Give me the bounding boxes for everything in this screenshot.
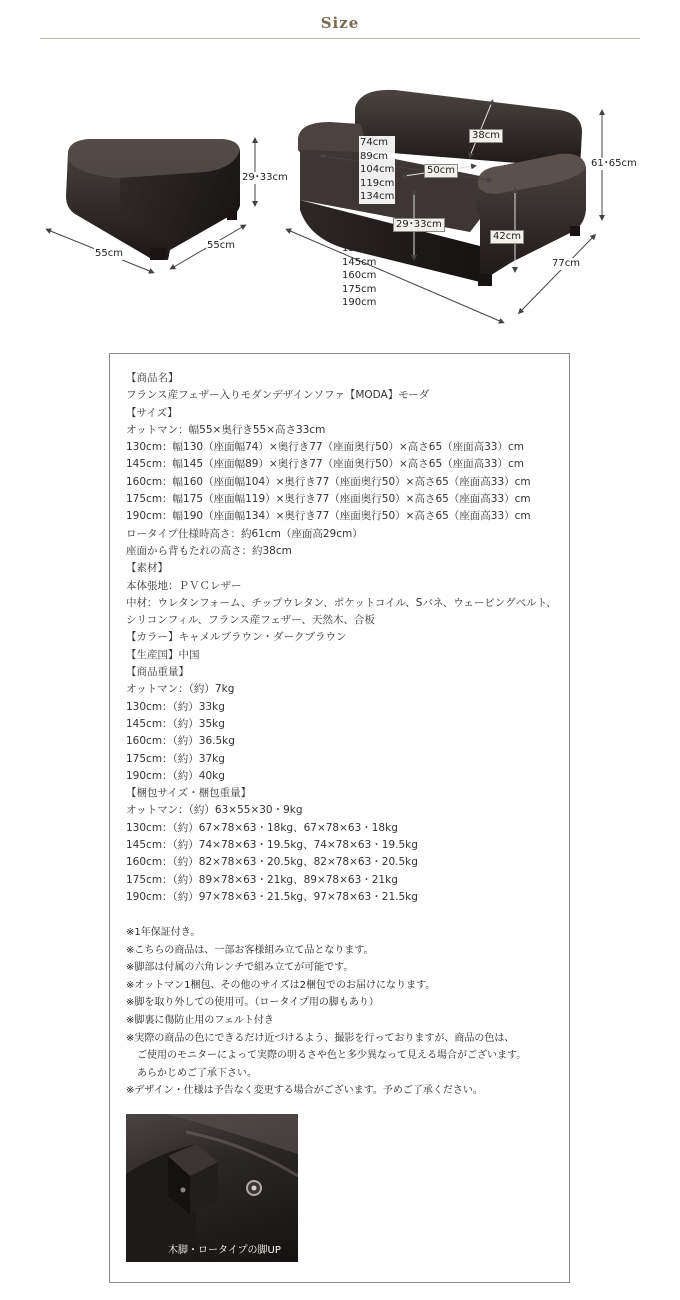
note-item: ※1年保証付き。: [126, 927, 201, 938]
spec-line: 190cm：（約）97×78×63・21.5kg、97×78×63・21.5kg: [126, 890, 418, 903]
spec-line: 【素材】: [126, 562, 168, 575]
seat-width-label: 89cm: [360, 150, 388, 162]
spec-line: 座面から背もたれの高さ：約38cm: [126, 544, 292, 557]
leg-closeup-photo: [126, 1114, 298, 1262]
notes-list: [126, 924, 566, 1100]
spec-line: フランス産フェザー入りモダンデザインソファ【MODA】モーダ: [126, 389, 430, 402]
spec-line: 160cm：幅160（座面幅104）×奥行き77（座面奥行50）×高さ65（座面高33）cm: [126, 475, 531, 488]
sofa-total-height-label: 61･65cm: [591, 158, 637, 169]
spec-line: 175cm：幅175（座面幅119）×奥行き77（座面奥行50）×高さ65（座面高33）cm: [126, 493, 531, 506]
sofa-arm-height-label: 42cm: [490, 230, 524, 244]
spec-line: 145cm：（約）35kg: [126, 717, 225, 730]
ottoman-width-label: 55cm: [207, 240, 235, 251]
note-item: ※脚裏に傷防止用のフェルト付き: [126, 1014, 274, 1026]
sofa-leg-illustration: [126, 1114, 298, 1262]
total-width-label: 145cm: [342, 256, 377, 268]
furniture-illustration: [0, 50, 680, 340]
ottoman-depth-label: 55cm: [95, 248, 123, 259]
spec-line: 本体張地：ＰＶＣレザー: [126, 579, 242, 592]
total-width-label: 160cm: [342, 270, 377, 281]
total-width-label: 190cm: [342, 297, 377, 308]
spec-line: オットマン：幅55×奥行き55×高さ33cm: [126, 423, 326, 436]
total-width-label: 130cm: [342, 243, 377, 254]
spec-line: 145cm：（約）74×78×63・19.5kg、74×78×63・19.5kg: [126, 839, 418, 852]
sofa-back-height-label: 38cm: [469, 129, 503, 143]
spec-line: 130cm：（約）67×78×63・18kg、67×78×63・18kg: [126, 821, 398, 834]
photo-caption: 木脚・ロータイプの脚UP: [168, 1245, 281, 1256]
spec-line: 【商品重量】: [126, 666, 189, 679]
spec-line: 175cm：（約）89×78×63・21kg、89×78×63・21kg: [126, 873, 398, 886]
spec-line: 【サイズ】: [126, 406, 178, 419]
seat-width-label: 119cm: [360, 177, 395, 189]
sofa-seat-height-label: 29･33cm: [393, 218, 445, 232]
seat-width-label: 134cm: [360, 191, 395, 202]
title-divider: [40, 38, 640, 39]
seat-width-label: 74cm: [360, 137, 388, 148]
spec-line: 160cm：（約）82×78×63・20.5kg、82×78×63・20.5kg: [126, 856, 418, 869]
spec-line: オットマン：（約）63×55×30・9kg: [126, 804, 303, 817]
spec-line: 【生産国】中国: [126, 648, 200, 661]
spec-line: 175cm：（約）37kg: [126, 752, 225, 765]
seat-width-label: 104cm: [360, 164, 395, 175]
spec-line: 【梱包サイズ・梱包重量】: [126, 787, 252, 800]
spec-line: シリコンフィル、フランス産フェザー、天然木、合板: [126, 614, 375, 627]
total-width-label: 175cm: [342, 283, 377, 295]
spec-line: 130cm：（約）33kg: [126, 700, 225, 713]
sofa-seat-width-labels: [359, 136, 395, 204]
note-item: ※こちらの商品は、一部お客様組み立て品となります。: [126, 944, 374, 956]
note-item: ※実際の商品の色にできるだけ近づけるよう、撮影を行っておりますが、商品の色は、: [126, 1032, 515, 1044]
note-item: ※オットマン1梱包、その他のサイズは2梱包でのお届けになります。: [126, 979, 436, 991]
spec-line: 【商品名】: [126, 372, 179, 384]
note-item: ※脚を取り外しての使用可。（ロータイプ用の脚もあり）: [126, 997, 379, 1009]
spec-line: ロータイプ仕様時高さ：約61cm（座面高29cm）: [126, 527, 363, 540]
spec-line: 190cm：幅190（座面幅134）×奥行き77（座面奥行50）×高さ65（座面高33）cm: [126, 510, 531, 523]
spec-line: 190cm：（約）40kg: [126, 769, 225, 782]
sofa-depth-label: 77cm: [552, 258, 580, 269]
note-item: ※脚部は付属の六角レンチで組み立てが可能です。: [126, 962, 354, 974]
note-item: ※デザイン・仕様は予告なく変更する場合がございます。予めご了承ください。: [126, 1085, 483, 1097]
spec-line: 160cm：（約）36.5kg: [126, 735, 235, 748]
spec-box: [109, 353, 570, 1283]
spec-line: 中材：ウレタンフォーム、チップウレタン、ポケットコイル、Sバネ、ウェービングベルト、: [126, 596, 557, 609]
spec-line: 【カラー】キャメルブラウン・ダークブラウン: [126, 631, 347, 644]
ottoman-height-label: 29･33cm: [242, 172, 288, 183]
spec-text: [126, 370, 566, 906]
spec-line: 145cm：幅145（座面幅89）×奥行き77（座面奥行50）×高さ65（座面高33）cm: [126, 458, 524, 471]
sofa-total-width-labels: [341, 242, 377, 310]
spec-line: オットマン：（約）7kg: [126, 683, 235, 696]
size-diagram: [0, 50, 680, 340]
sofa-seat-depth-label: 50cm: [424, 164, 458, 178]
note-item: ご使用のモニターによって実際の明るさや色と多少異なって見える場合がございます。: [137, 1050, 527, 1062]
note-item: あらかじめご了承下さい。: [137, 1067, 257, 1079]
spec-line: 130cm：幅130（座面幅74）×奥行き77（座面奥行50）×高さ65（座面高33）cm: [126, 441, 524, 454]
size-title: Size: [320, 14, 360, 32]
